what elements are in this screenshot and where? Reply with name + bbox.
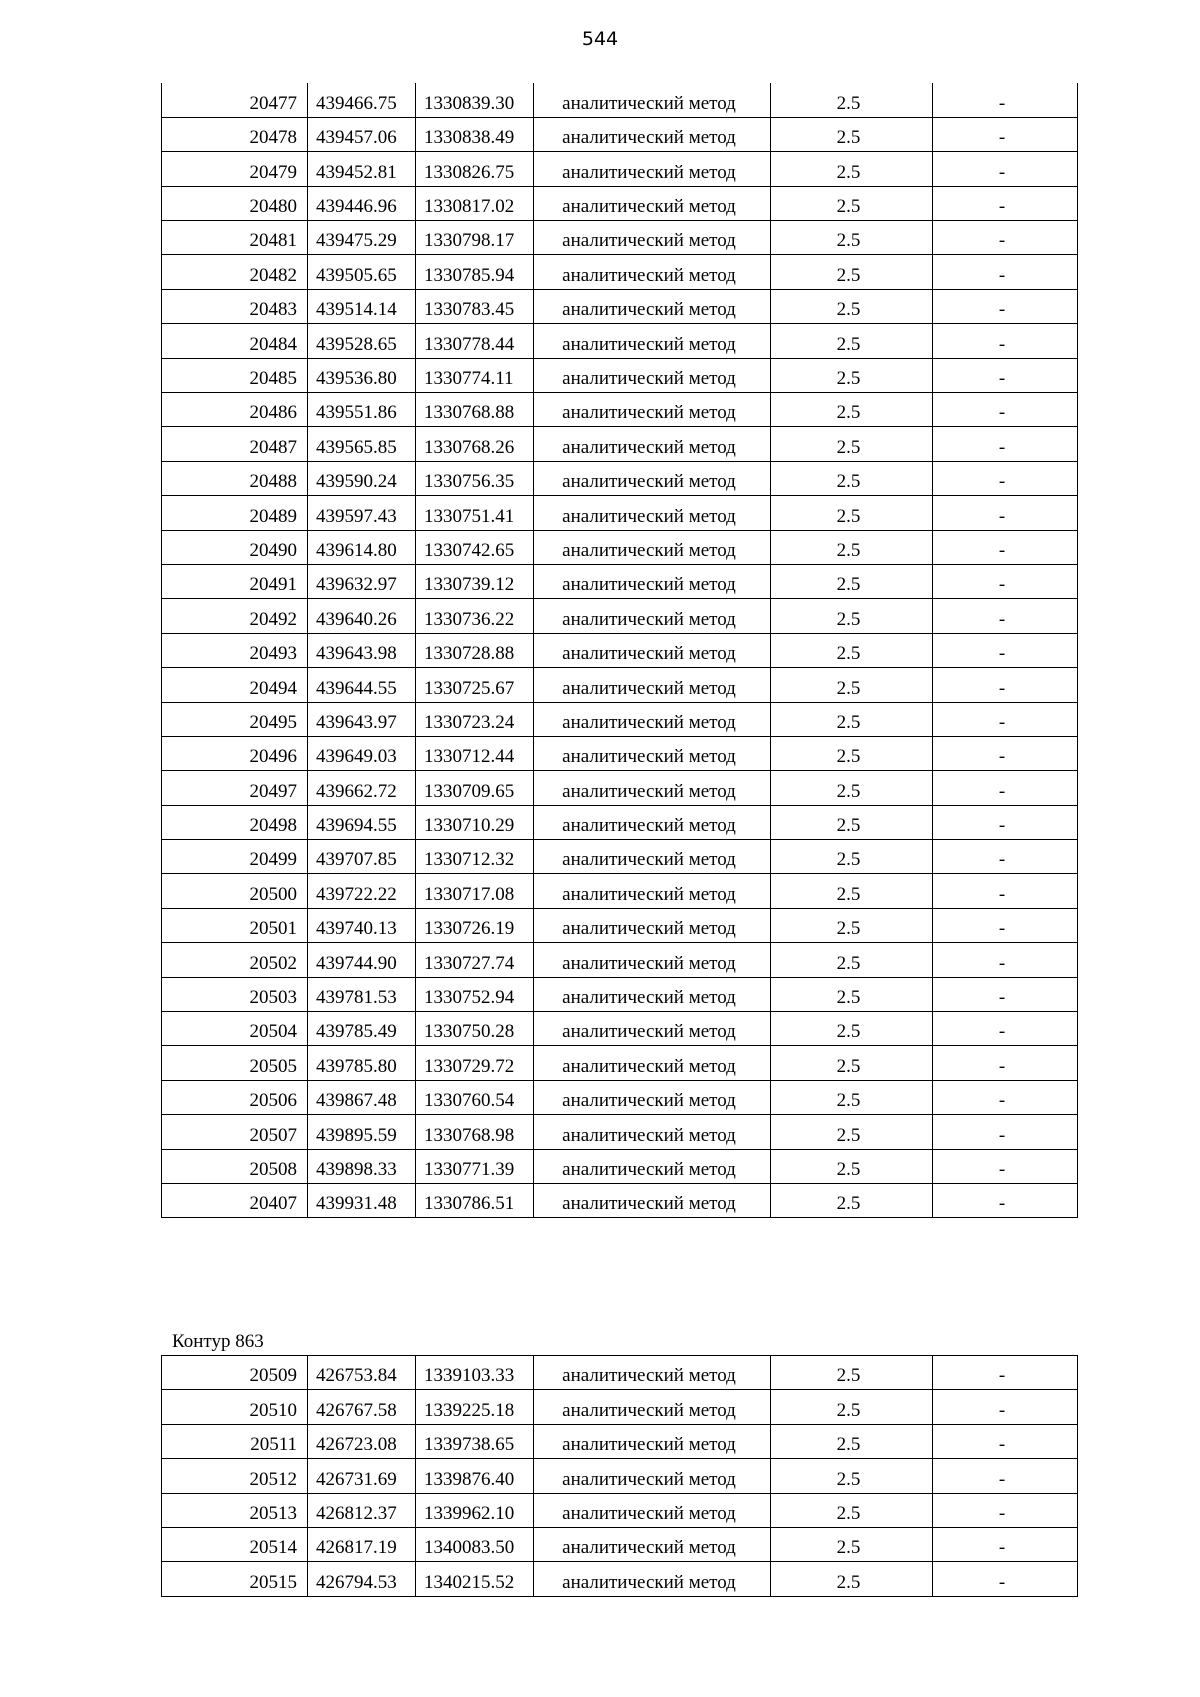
coord-x-cell: 439644.55 — [308, 668, 416, 702]
accuracy-cell: 2.5 — [771, 805, 933, 839]
accuracy-cell: 2.5 — [771, 1184, 933, 1218]
accuracy-cell: 2.5 — [771, 427, 933, 461]
coord-x-cell: 439514.14 — [308, 289, 416, 323]
coord-x-cell: 426767.58 — [308, 1390, 416, 1424]
coord-y-cell: 1330729.72 — [416, 1046, 534, 1080]
coord-x-cell: 439536.80 — [308, 358, 416, 392]
coord-x-cell: 426731.69 — [308, 1459, 416, 1493]
coord-y-cell: 1330709.65 — [416, 771, 534, 805]
point-number-cell: 20503 — [162, 977, 308, 1011]
point-number-cell: 20511 — [162, 1424, 308, 1458]
method-cell: аналитический метод — [534, 702, 771, 736]
coord-y-cell: 1330768.26 — [416, 427, 534, 461]
method-cell: аналитический метод — [534, 117, 771, 151]
note-cell: - — [933, 1046, 1078, 1080]
note-cell: - — [933, 702, 1078, 736]
method-cell: аналитический метод — [534, 771, 771, 805]
note-cell: - — [933, 771, 1078, 805]
coord-y-cell: 1330717.08 — [416, 874, 534, 908]
note-cell: - — [933, 1149, 1078, 1183]
table-row — [162, 289, 1078, 323]
coord-x-cell: 426723.08 — [308, 1424, 416, 1458]
table-row — [162, 943, 1078, 977]
coord-y-cell: 1339225.18 — [416, 1390, 534, 1424]
table-row — [162, 1493, 1078, 1527]
accuracy-cell: 2.5 — [771, 1115, 933, 1149]
coord-x-cell: 439694.55 — [308, 805, 416, 839]
note-cell: - — [933, 564, 1078, 598]
table-row — [162, 1115, 1078, 1149]
coord-x-cell: 439931.48 — [308, 1184, 416, 1218]
note-cell: - — [933, 1356, 1078, 1390]
coord-y-cell: 1330838.49 — [416, 117, 534, 151]
accuracy-cell: 2.5 — [771, 83, 933, 117]
accuracy-cell: 2.5 — [771, 1493, 933, 1527]
method-cell: аналитический метод — [534, 496, 771, 530]
coord-x-cell: 439446.96 — [308, 186, 416, 220]
coord-x-cell: 439528.65 — [308, 324, 416, 358]
coord-x-cell: 439643.97 — [308, 702, 416, 736]
point-number-cell: 20487 — [162, 427, 308, 461]
table-row — [162, 1149, 1078, 1183]
method-cell: аналитический метод — [534, 324, 771, 358]
point-number-cell: 20506 — [162, 1080, 308, 1114]
accuracy-cell: 2.5 — [771, 152, 933, 186]
coord-y-cell: 1339876.40 — [416, 1459, 534, 1493]
table-row — [162, 1046, 1078, 1080]
method-cell: аналитический метод — [534, 393, 771, 427]
method-cell: аналитический метод — [534, 186, 771, 220]
table-row — [162, 1184, 1078, 1218]
coord-x-cell: 439643.98 — [308, 633, 416, 667]
method-cell: аналитический метод — [534, 461, 771, 495]
point-number-cell: 20493 — [162, 633, 308, 667]
coord-y-cell: 1330817.02 — [416, 186, 534, 220]
coord-y-cell: 1339103.33 — [416, 1356, 534, 1390]
coord-x-cell: 439707.85 — [308, 840, 416, 874]
coord-y-cell: 1330751.41 — [416, 496, 534, 530]
method-cell: аналитический метод — [534, 1424, 771, 1458]
point-number-cell: 20500 — [162, 874, 308, 908]
table-row — [162, 702, 1078, 736]
note-cell: - — [933, 1459, 1078, 1493]
coord-y-cell: 1330723.24 — [416, 702, 534, 736]
coord-x-cell: 439475.29 — [308, 221, 416, 255]
table-row — [162, 977, 1078, 1011]
method-cell: аналитический метод — [534, 530, 771, 564]
accuracy-cell: 2.5 — [771, 874, 933, 908]
coord-x-cell: 439785.80 — [308, 1046, 416, 1080]
accuracy-cell: 2.5 — [771, 1046, 933, 1080]
coord-x-cell: 439640.26 — [308, 599, 416, 633]
table-row — [162, 152, 1078, 186]
coord-y-cell: 1330742.65 — [416, 530, 534, 564]
method-cell: аналитический метод — [534, 1390, 771, 1424]
table-row — [162, 1356, 1078, 1390]
coord-y-cell: 1330798.17 — [416, 221, 534, 255]
coord-x-cell: 426794.53 — [308, 1562, 416, 1596]
table-row — [162, 221, 1078, 255]
coordinates-table — [161, 83, 1078, 1218]
point-number-cell: 20496 — [162, 736, 308, 770]
table-row — [162, 633, 1078, 667]
coord-y-cell: 1330752.94 — [416, 977, 534, 1011]
method-cell: аналитический метод — [534, 83, 771, 117]
accuracy-cell: 2.5 — [771, 943, 933, 977]
accuracy-cell: 2.5 — [771, 1149, 933, 1183]
table-row — [162, 358, 1078, 392]
table-row — [162, 324, 1078, 358]
note-cell: - — [933, 1012, 1078, 1046]
point-number-cell: 20478 — [162, 117, 308, 151]
note-cell: - — [933, 977, 1078, 1011]
accuracy-cell: 2.5 — [771, 599, 933, 633]
coord-x-cell: 426812.37 — [308, 1493, 416, 1527]
coord-y-cell: 1330756.35 — [416, 461, 534, 495]
note-cell: - — [933, 530, 1078, 564]
accuracy-cell: 2.5 — [771, 908, 933, 942]
note-cell: - — [933, 289, 1078, 323]
point-number-cell: 20481 — [162, 221, 308, 255]
table-row — [162, 1012, 1078, 1046]
coord-y-cell: 1330750.28 — [416, 1012, 534, 1046]
coord-x-cell: 439744.90 — [308, 943, 416, 977]
coord-y-cell: 1330771.39 — [416, 1149, 534, 1183]
coord-y-cell: 1330712.32 — [416, 840, 534, 874]
coord-x-cell: 439590.24 — [308, 461, 416, 495]
coord-x-cell: 439740.13 — [308, 908, 416, 942]
coord-y-cell: 1330785.94 — [416, 255, 534, 289]
point-number-cell: 20510 — [162, 1390, 308, 1424]
method-cell: аналитический метод — [534, 221, 771, 255]
point-number-cell: 20477 — [162, 83, 308, 117]
note-cell: - — [933, 1115, 1078, 1149]
coord-y-cell: 1339962.10 — [416, 1493, 534, 1527]
note-cell: - — [933, 1390, 1078, 1424]
coord-y-cell: 1340083.50 — [416, 1527, 534, 1561]
note-cell: - — [933, 152, 1078, 186]
table-row — [162, 908, 1078, 942]
accuracy-cell: 2.5 — [771, 1527, 933, 1561]
table-row — [162, 840, 1078, 874]
note-cell: - — [933, 1493, 1078, 1527]
note-cell: - — [933, 186, 1078, 220]
coord-y-cell: 1330768.98 — [416, 1115, 534, 1149]
coord-y-cell: 1330736.22 — [416, 599, 534, 633]
method-cell: аналитический метод — [534, 1527, 771, 1561]
accuracy-cell: 2.5 — [771, 1080, 933, 1114]
coord-x-cell: 439781.53 — [308, 977, 416, 1011]
coord-y-cell: 1330826.75 — [416, 152, 534, 186]
point-number-cell: 20505 — [162, 1046, 308, 1080]
method-cell: аналитический метод — [534, 427, 771, 461]
table-row — [162, 771, 1078, 805]
method-cell: аналитический метод — [534, 908, 771, 942]
method-cell: аналитический метод — [534, 943, 771, 977]
point-number-cell: 20490 — [162, 530, 308, 564]
table-row — [162, 1424, 1078, 1458]
point-number-cell: 20498 — [162, 805, 308, 839]
table-row — [162, 83, 1078, 117]
method-cell: аналитический метод — [534, 1149, 771, 1183]
table-row — [162, 427, 1078, 461]
method-cell: аналитический метод — [534, 1356, 771, 1390]
accuracy-cell: 2.5 — [771, 496, 933, 530]
note-cell: - — [933, 461, 1078, 495]
coord-x-cell: 439551.86 — [308, 393, 416, 427]
method-cell: аналитический метод — [534, 1459, 771, 1493]
coord-x-cell: 439632.97 — [308, 564, 416, 598]
point-number-cell: 20509 — [162, 1356, 308, 1390]
point-number-cell: 20486 — [162, 393, 308, 427]
accuracy-cell: 2.5 — [771, 633, 933, 667]
note-cell: - — [933, 1424, 1078, 1458]
point-number-cell: 20492 — [162, 599, 308, 633]
table-row — [162, 805, 1078, 839]
coord-y-cell: 1330728.88 — [416, 633, 534, 667]
table-row — [162, 186, 1078, 220]
note-cell: - — [933, 805, 1078, 839]
coord-x-cell: 439722.22 — [308, 874, 416, 908]
table-row — [162, 530, 1078, 564]
coord-y-cell: 1330760.54 — [416, 1080, 534, 1114]
coord-y-cell: 1330712.44 — [416, 736, 534, 770]
table-row — [162, 564, 1078, 598]
accuracy-cell: 2.5 — [771, 668, 933, 702]
method-cell: аналитический метод — [534, 736, 771, 770]
point-number-cell: 20514 — [162, 1527, 308, 1561]
method-cell: аналитический метод — [534, 1115, 771, 1149]
note-cell: - — [933, 943, 1078, 977]
table-row — [162, 874, 1078, 908]
coord-x-cell: 439457.06 — [308, 117, 416, 151]
table-row — [162, 255, 1078, 289]
accuracy-cell: 2.5 — [771, 1459, 933, 1493]
coord-x-cell: 439466.75 — [308, 83, 416, 117]
coord-y-cell: 1330778.44 — [416, 324, 534, 358]
table-row — [162, 1390, 1078, 1424]
coord-x-cell: 439785.49 — [308, 1012, 416, 1046]
table-row — [162, 393, 1078, 427]
accuracy-cell: 2.5 — [771, 702, 933, 736]
point-number-cell: 20479 — [162, 152, 308, 186]
point-number-cell: 20512 — [162, 1459, 308, 1493]
note-cell: - — [933, 358, 1078, 392]
method-cell: аналитический метод — [534, 840, 771, 874]
accuracy-cell: 2.5 — [771, 1424, 933, 1458]
method-cell: аналитический метод — [534, 152, 771, 186]
coord-y-cell: 1330726.19 — [416, 908, 534, 942]
note-cell: - — [933, 117, 1078, 151]
point-number-cell: 20480 — [162, 186, 308, 220]
method-cell: аналитический метод — [534, 633, 771, 667]
accuracy-cell: 2.5 — [771, 1356, 933, 1390]
section-label: Контур 863 — [172, 1331, 264, 1352]
accuracy-cell: 2.5 — [771, 393, 933, 427]
method-cell: аналитический метод — [534, 564, 771, 598]
point-number-cell: 20497 — [162, 771, 308, 805]
point-number-cell: 20485 — [162, 358, 308, 392]
method-cell: аналитический метод — [534, 255, 771, 289]
accuracy-cell: 2.5 — [771, 186, 933, 220]
accuracy-cell: 2.5 — [771, 1562, 933, 1596]
point-number-cell: 20488 — [162, 461, 308, 495]
note-cell: - — [933, 874, 1078, 908]
accuracy-cell: 2.5 — [771, 977, 933, 1011]
coord-y-cell: 1340215.52 — [416, 1562, 534, 1596]
accuracy-cell: 2.5 — [771, 461, 933, 495]
coord-x-cell: 439867.48 — [308, 1080, 416, 1114]
point-number-cell: 20407 — [162, 1184, 308, 1218]
method-cell: аналитический метод — [534, 1046, 771, 1080]
point-number-cell: 20507 — [162, 1115, 308, 1149]
note-cell: - — [933, 1080, 1078, 1114]
accuracy-cell: 2.5 — [771, 255, 933, 289]
note-cell: - — [933, 633, 1078, 667]
method-cell: аналитический метод — [534, 1184, 771, 1218]
point-number-cell: 20491 — [162, 564, 308, 598]
method-cell: аналитический метод — [534, 805, 771, 839]
method-cell: аналитический метод — [534, 1012, 771, 1046]
point-number-cell: 20495 — [162, 702, 308, 736]
note-cell: - — [933, 1562, 1078, 1596]
coord-x-cell: 439895.59 — [308, 1115, 416, 1149]
method-cell: аналитический метод — [534, 874, 771, 908]
table-row — [162, 599, 1078, 633]
coord-y-cell: 1330710.29 — [416, 805, 534, 839]
note-cell: - — [933, 908, 1078, 942]
coord-y-cell: 1330739.12 — [416, 564, 534, 598]
accuracy-cell: 2.5 — [771, 736, 933, 770]
note-cell: - — [933, 1184, 1078, 1218]
note-cell: - — [933, 255, 1078, 289]
method-cell: аналитический метод — [534, 1562, 771, 1596]
note-cell: - — [933, 840, 1078, 874]
note-cell: - — [933, 221, 1078, 255]
table-row — [162, 1527, 1078, 1561]
table-row — [162, 461, 1078, 495]
coord-y-cell: 1330783.45 — [416, 289, 534, 323]
coord-x-cell: 439662.72 — [308, 771, 416, 805]
accuracy-cell: 2.5 — [771, 564, 933, 598]
note-cell: - — [933, 496, 1078, 530]
accuracy-cell: 2.5 — [771, 324, 933, 358]
table-row — [162, 496, 1078, 530]
coord-x-cell: 439452.81 — [308, 152, 416, 186]
coord-x-cell: 439597.43 — [308, 496, 416, 530]
note-cell: - — [933, 83, 1078, 117]
point-number-cell: 20501 — [162, 908, 308, 942]
point-number-cell: 20515 — [162, 1562, 308, 1596]
accuracy-cell: 2.5 — [771, 358, 933, 392]
coord-y-cell: 1330839.30 — [416, 83, 534, 117]
point-number-cell: 20499 — [162, 840, 308, 874]
method-cell: аналитический метод — [534, 1080, 771, 1114]
coord-x-cell: 439614.80 — [308, 530, 416, 564]
point-number-cell: 20484 — [162, 324, 308, 358]
table-row — [162, 668, 1078, 702]
accuracy-cell: 2.5 — [771, 530, 933, 564]
point-number-cell: 20508 — [162, 1149, 308, 1183]
note-cell: - — [933, 1527, 1078, 1561]
note-cell: - — [933, 736, 1078, 770]
point-number-cell: 20494 — [162, 668, 308, 702]
note-cell: - — [933, 599, 1078, 633]
method-cell: аналитический метод — [534, 977, 771, 1011]
point-number-cell: 20502 — [162, 943, 308, 977]
method-cell: аналитический метод — [534, 358, 771, 392]
note-cell: - — [933, 427, 1078, 461]
table-row — [162, 117, 1078, 151]
coord-x-cell: 439649.03 — [308, 736, 416, 770]
coord-y-cell: 1339738.65 — [416, 1424, 534, 1458]
table-row — [162, 1080, 1078, 1114]
accuracy-cell: 2.5 — [771, 771, 933, 805]
note-cell: - — [933, 393, 1078, 427]
coord-y-cell: 1330774.11 — [416, 358, 534, 392]
point-number-cell: 20482 — [162, 255, 308, 289]
table-row — [162, 736, 1078, 770]
method-cell: аналитический метод — [534, 668, 771, 702]
accuracy-cell: 2.5 — [771, 221, 933, 255]
note-cell: - — [933, 668, 1078, 702]
method-cell: аналитический метод — [534, 289, 771, 323]
method-cell: аналитический метод — [534, 599, 771, 633]
accuracy-cell: 2.5 — [771, 1012, 933, 1046]
coordinates-table-contour — [161, 1355, 1078, 1597]
coord-x-cell: 426817.19 — [308, 1527, 416, 1561]
point-number-cell: 20483 — [162, 289, 308, 323]
table-row — [162, 1459, 1078, 1493]
point-number-cell: 20513 — [162, 1493, 308, 1527]
table-row — [162, 1562, 1078, 1596]
method-cell: аналитический метод — [534, 1493, 771, 1527]
accuracy-cell: 2.5 — [771, 840, 933, 874]
note-cell: - — [933, 324, 1078, 358]
coord-y-cell: 1330786.51 — [416, 1184, 534, 1218]
accuracy-cell: 2.5 — [771, 1390, 933, 1424]
point-number-cell: 20504 — [162, 1012, 308, 1046]
coord-x-cell: 439505.65 — [308, 255, 416, 289]
coord-y-cell: 1330727.74 — [416, 943, 534, 977]
coord-y-cell: 1330768.88 — [416, 393, 534, 427]
coord-x-cell: 439898.33 — [308, 1149, 416, 1183]
coord-x-cell: 426753.84 — [308, 1356, 416, 1390]
accuracy-cell: 2.5 — [771, 289, 933, 323]
accuracy-cell: 2.5 — [771, 117, 933, 151]
coord-y-cell: 1330725.67 — [416, 668, 534, 702]
coord-x-cell: 439565.85 — [308, 427, 416, 461]
page-number: 544 — [581, 28, 619, 50]
point-number-cell: 20489 — [162, 496, 308, 530]
